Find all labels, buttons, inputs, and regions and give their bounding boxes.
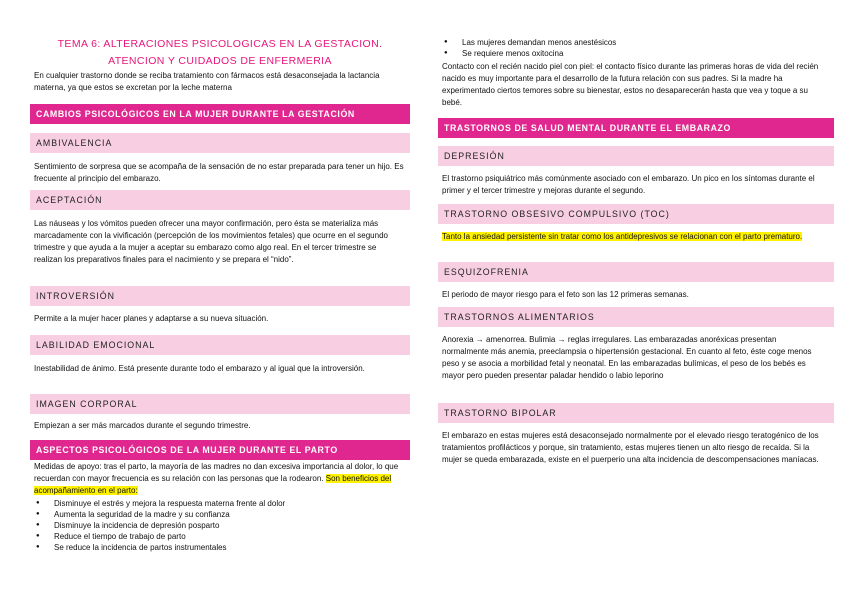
list-item: ● Aumenta la seguridad de la madre y su confianza — [34, 509, 406, 520]
text-trastorno-bipolar: El embarazo en estas mujeres está desaconsejado normalmente por el elevado riesgo teratogénico de los tratamientos profilácticos y porque, sin tratamiento, estas mujeres tienen un alto riesgo de recaída. Si la mujer se queda embarazada, existe en el puerperio una alta incidencia de descompensaciones maníacas. — [442, 431, 819, 464]
subheader-aceptacion: ACEPTACIÓN — [30, 190, 410, 210]
text-introversion: Permite a la mujer hacer planes y adaptarse a su nueva situación. — [34, 314, 269, 323]
subheader-labilidad-emocional: LABILIDAD EMOCIONAL — [30, 335, 410, 355]
subheader-esquizofrenia: ESQUIZOFRENIA — [438, 262, 834, 282]
subheader-depresion: DEPRESIÓN — [438, 146, 834, 166]
text-aceptacion: Las náuseas y los vómitos pueden ofrecer una mayor confirmación, pero ésta se materializa más marcadamente con la vivificación (percepción de los movimientos fetales) que ocurre en el segundo trimestre y que ayuda a la mujer a aceptar su embarazo como algo real. En el tercer trimestre se realizan los preparativos finales para el nacimiento y se prepara el “nido”. — [34, 219, 388, 264]
document-title-line1: TEMA 6: ALTERACIONES PSICOLOGICAS EN LA GESTACION. — [57, 38, 383, 50]
text-trastornos-alimentarios: Anorexia → amenorrea. Bulimia → reglas irregulares. Las embarazadas anoréxicas presentan normalmente más anemia, preeclampsia o hipertensión gestacional. En cuanto al feto, éste coge menos peso y se asocia a morbilidad fetal y neonatal. En las embarazadas bulímicas, el peso de los bebés es mayor pero pueden presentar paladar hendido o labio leporino — [442, 335, 812, 380]
section-header-gestacion: CAMBIOS PSICOLÓGICOS EN LA MUJER DURANTE LA GESTACIÓN — [30, 104, 410, 124]
parto-text — [34, 461, 406, 497]
intro-text: En cualquier trastorno donde se reciba tratamiento con fármacos está desaconsejada la lactancia materna, ya que estos se excretan por la leche materna — [34, 71, 380, 92]
subheader-trastorno-bipolar: TRASTORNO BIPOLAR — [438, 403, 834, 423]
list-item: ● Se requiere menos oxitocina — [442, 48, 822, 59]
text-ambivalencia: Sentimiento de sorpresa que se acompaña de la sensación de no estar preparada para tener un hijo. Es frecuente al principio del embarazo. — [34, 162, 404, 183]
parto-highlight: Son beneficios del acompañamiento en el parto: — [34, 474, 392, 495]
text-toc — [442, 231, 824, 243]
subheader-trastornos-alimentarios: TRASTORNOS ALIMENTARIOS — [438, 307, 834, 327]
text-esquizofrenia: El periodo de mayor riesgo para el feto son las 12 primeras semanas. — [442, 290, 689, 299]
toc-highlight: Tanto la ansiedad persistente sin tratar como los antidepresivos se relacionan con el parto prematuro. — [442, 232, 803, 241]
parto-intro: Medidas de apoyo: tras el parto, la mayoría de las madres no dan excesiva importancia al dolor, lo que recuerdan con mayor frecuencia es su relación con las personas que la rodearon. — [34, 462, 399, 483]
contacto-piel-text: Contacto con el recién nacido piel con piel: el contacto físico durante las primeras horas de vida del recién nacido es muy importante para el desarrollo de la futura relación con sus padres. Si la madre ha experimentado ciertos temores sobre su bienestar, estos no desaparecerán hasta que vea y toque a su bebé. — [442, 62, 819, 107]
subheader-introversion: INTROVERSIÓN — [30, 286, 410, 306]
list-item: ● Se reduce la incidencia de partos instrumentales — [34, 542, 406, 553]
document-title-line2: ATENCION Y CUIDADOS DE ENFERMERIA — [108, 55, 332, 67]
list-item: ● Reduce el tiempo de trabajo de parto — [34, 531, 406, 542]
text-labilidad-emocional: Inestabilidad de ánimo. Está presente durante todo el embarazo y al igual que la introversión. — [34, 364, 365, 373]
text-imagen-corporal: Empiezan a ser más marcados durante el segundo trimestre. — [34, 421, 251, 430]
section-header-salud-mental: TRASTORNOS DE SALUD MENTAL DURANTE EL EMBARAZO — [438, 118, 834, 138]
subheader-ambivalencia: AMBIVALENCIA — [30, 133, 410, 153]
parto-benefits-list-continued — [442, 37, 822, 59]
subheader-imagen-corporal: IMAGEN CORPORAL — [30, 394, 410, 414]
section-header-parto: ASPECTOS PSICOLÓGICOS DE LA MUJER DURANTE EL PARTO — [30, 440, 410, 460]
parto-benefits-list — [34, 498, 406, 553]
text-depresion: El trastorno psiquiátrico más comúnmente asociado con el embarazo. Un pico en los síntomas durante el primer y el tercer trimestre y mejoras durante el segundo. — [442, 174, 815, 195]
list-item: ● Disminuye la incidencia de depresión posparto — [34, 520, 406, 531]
list-item: ● Disminuye el estrés y mejora la respuesta materna frente al dolor — [34, 498, 406, 509]
subheader-toc: TRASTORNO OBSESIVO COMPULSIVO (TOC) — [438, 204, 834, 224]
list-item: ● Las mujeres demandan menos anestésicos — [442, 37, 822, 48]
